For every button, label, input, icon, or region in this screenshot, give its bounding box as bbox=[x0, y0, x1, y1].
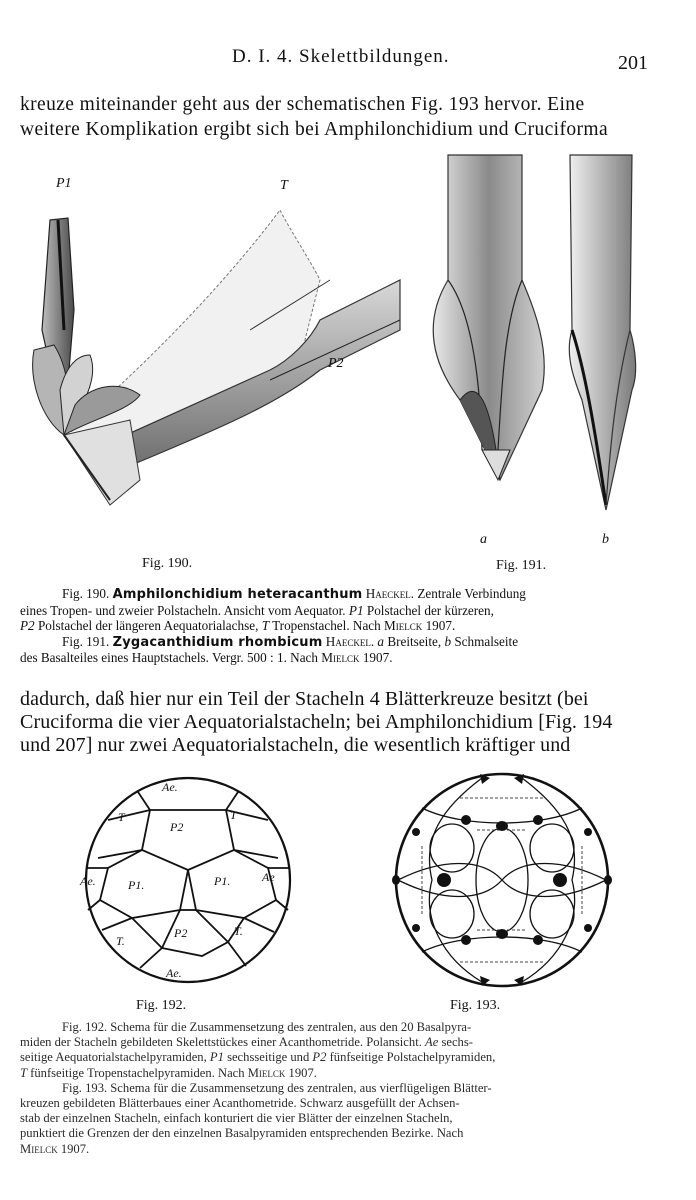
caption-text: eines Tropen- und zweier Polstacheln. Ansicht vom Aequator. bbox=[20, 602, 346, 618]
cell-label-t-bottom-right: T. bbox=[234, 924, 243, 938]
author: Haeckel. bbox=[365, 586, 415, 601]
cell-label-ae-bottom: Ae. bbox=[166, 966, 182, 980]
fig-number: Fig. 191. bbox=[62, 633, 110, 649]
paragraph-top bbox=[20, 92, 654, 142]
caption-line bbox=[20, 1066, 654, 1081]
caption-text: sechs- bbox=[441, 1035, 473, 1050]
figure-193-label: Fig. 193. bbox=[450, 998, 501, 1013]
caption-text: Breitseite, bbox=[387, 633, 442, 649]
caption-text: fünfseitige Polstachelpyramiden, bbox=[329, 1050, 496, 1065]
text-line: und 207] nur zwei Aequatorialstacheln, die wesentlich kräftiger und bbox=[20, 734, 571, 756]
species-name: Zygacanthidium rhombicum bbox=[112, 634, 323, 650]
caption-line bbox=[20, 1050, 654, 1065]
symbol: Ae bbox=[425, 1035, 439, 1050]
caption-line: stab der einzelnen Stacheln, einfach konturiert die vier Blätter der einzelnen Stacheln, bbox=[20, 1111, 453, 1126]
author: Haeckel. bbox=[325, 633, 375, 649]
caption-190-191 bbox=[20, 586, 654, 666]
cell-label-ae-right: Ae bbox=[262, 870, 275, 884]
label-a: a bbox=[480, 532, 487, 547]
text-line: weitere Komplikation ergibt sich bei Amphilonchidium und Cruciforma bbox=[20, 119, 609, 140]
figure-192 bbox=[78, 770, 298, 1020]
cell-label-p2-bottom: P2 bbox=[174, 926, 188, 940]
caption-text: des Basalteiles eines Hauptstachels. Vergr. 500 : 1. Nach bbox=[20, 650, 318, 666]
reference: Mielck 1907. bbox=[384, 618, 456, 634]
cell-label-ae-top: Ae. bbox=[162, 780, 178, 794]
caption-line bbox=[20, 1035, 654, 1050]
caption-text: Polstachel der kürzeren, bbox=[366, 602, 494, 618]
caption-line bbox=[20, 1081, 654, 1096]
cell-label-p1-right: P1. bbox=[214, 874, 231, 888]
caption-line bbox=[20, 586, 654, 603]
caption-text: Schmalseite bbox=[454, 633, 519, 649]
figure-190 bbox=[20, 170, 420, 580]
label-t: T bbox=[280, 178, 288, 193]
text-line: Cruciforma die vier Aequatorialstacheln; bei Amphilonchidium [Fig. 194 bbox=[20, 711, 613, 733]
caption-line: punktiert die Grenzen der den einzelnen Basalpyramiden entsprechenden Bezirke. Nach bbox=[20, 1126, 464, 1141]
figure-193 bbox=[382, 768, 622, 1020]
reference: Mielck 1907. bbox=[20, 1141, 90, 1156]
caption-192-193 bbox=[20, 1020, 654, 1157]
caption-text: fünfseitige Tropenstachelpyramiden. Nach bbox=[30, 1065, 245, 1080]
figure-190-label: Fig. 190. bbox=[142, 556, 193, 571]
symbol: P1 bbox=[348, 602, 364, 618]
symbol: P1 bbox=[209, 1050, 224, 1065]
text-line: kreuze miteinander geht aus der schematischen Fig. 193 hervor. Eine bbox=[20, 94, 585, 115]
caption-text: seitige Aequatorialstachelpyramiden, bbox=[20, 1050, 207, 1065]
cell-label-p1-left: P1. bbox=[128, 878, 145, 892]
cell-label-t-right: T bbox=[230, 808, 237, 822]
caption-line bbox=[20, 603, 654, 619]
figure-192-label: Fig. 192. bbox=[136, 998, 187, 1013]
caption-text: Tropenstachel. Nach bbox=[272, 618, 381, 634]
cell-label-t-bottom-left: T. bbox=[116, 934, 125, 948]
text-line: dadurch, daß hier nur ein Teil der Stacheln 4 Blätterkreuze besitzt (bei bbox=[20, 688, 589, 710]
paragraph-middle bbox=[20, 688, 654, 757]
cell-label-ae-left: Ae. bbox=[80, 874, 96, 888]
caption-line: kreuzen gebildeten Blätterbaues einer Acanthometride. Schwarz ausgefüllt der Achsen- bbox=[20, 1096, 460, 1111]
symbol: b bbox=[444, 633, 452, 649]
caption-line bbox=[20, 1020, 654, 1035]
header-title: D. I. 4. Skelettbildungen. bbox=[232, 46, 450, 67]
symbol: P2 bbox=[20, 618, 35, 634]
fig-number: Fig. 192. bbox=[62, 1020, 108, 1034]
symbol: P2 bbox=[312, 1050, 327, 1065]
figure-190-drawing bbox=[20, 170, 420, 510]
caption-text: miden der Stacheln gebildeten Skelettstückes einer Acanthometride. Polansicht. bbox=[20, 1035, 422, 1050]
reference: Mielck 1907. bbox=[321, 650, 393, 666]
label-p2: P2 bbox=[328, 356, 344, 371]
caption-line bbox=[20, 634, 654, 651]
figure-191 bbox=[410, 150, 660, 580]
figure-191-drawing bbox=[410, 150, 660, 520]
fig-number: Fig. 190. bbox=[62, 586, 110, 601]
label-p1: P1 bbox=[56, 176, 72, 191]
symbol: a bbox=[377, 633, 385, 649]
caption-line bbox=[20, 650, 654, 666]
fig-number: Fig. 193. bbox=[62, 1080, 108, 1095]
species-name: Amphilonchidium heteracanthum bbox=[112, 587, 363, 602]
label-b: b bbox=[602, 532, 609, 547]
caption-line bbox=[20, 618, 654, 634]
caption-text: Zentrale Verbindung bbox=[417, 586, 526, 601]
caption-text: Polstachel der längeren Aequatorialachse, bbox=[37, 618, 259, 634]
page-number: 201 bbox=[618, 52, 648, 74]
symbol: T bbox=[20, 1065, 28, 1080]
caption-text: sechsseitige und bbox=[227, 1050, 310, 1065]
figure-191-label: Fig. 191. bbox=[496, 558, 547, 573]
figure-193-drawing bbox=[382, 768, 622, 992]
running-head bbox=[0, 42, 696, 82]
reference: Mielck 1907. bbox=[247, 1065, 317, 1080]
cell-label-t-left: T bbox=[118, 810, 125, 824]
symbol: T bbox=[261, 618, 270, 634]
caption-text: Schema für die Zusammensetzung des zentralen, aus den 20 Basalpyra- bbox=[110, 1020, 472, 1034]
caption-text: Schema für die Zusammensetzung des zentralen, aus vierflügeligen Blätter- bbox=[110, 1080, 492, 1095]
cell-label-p2: P2 bbox=[170, 820, 184, 834]
